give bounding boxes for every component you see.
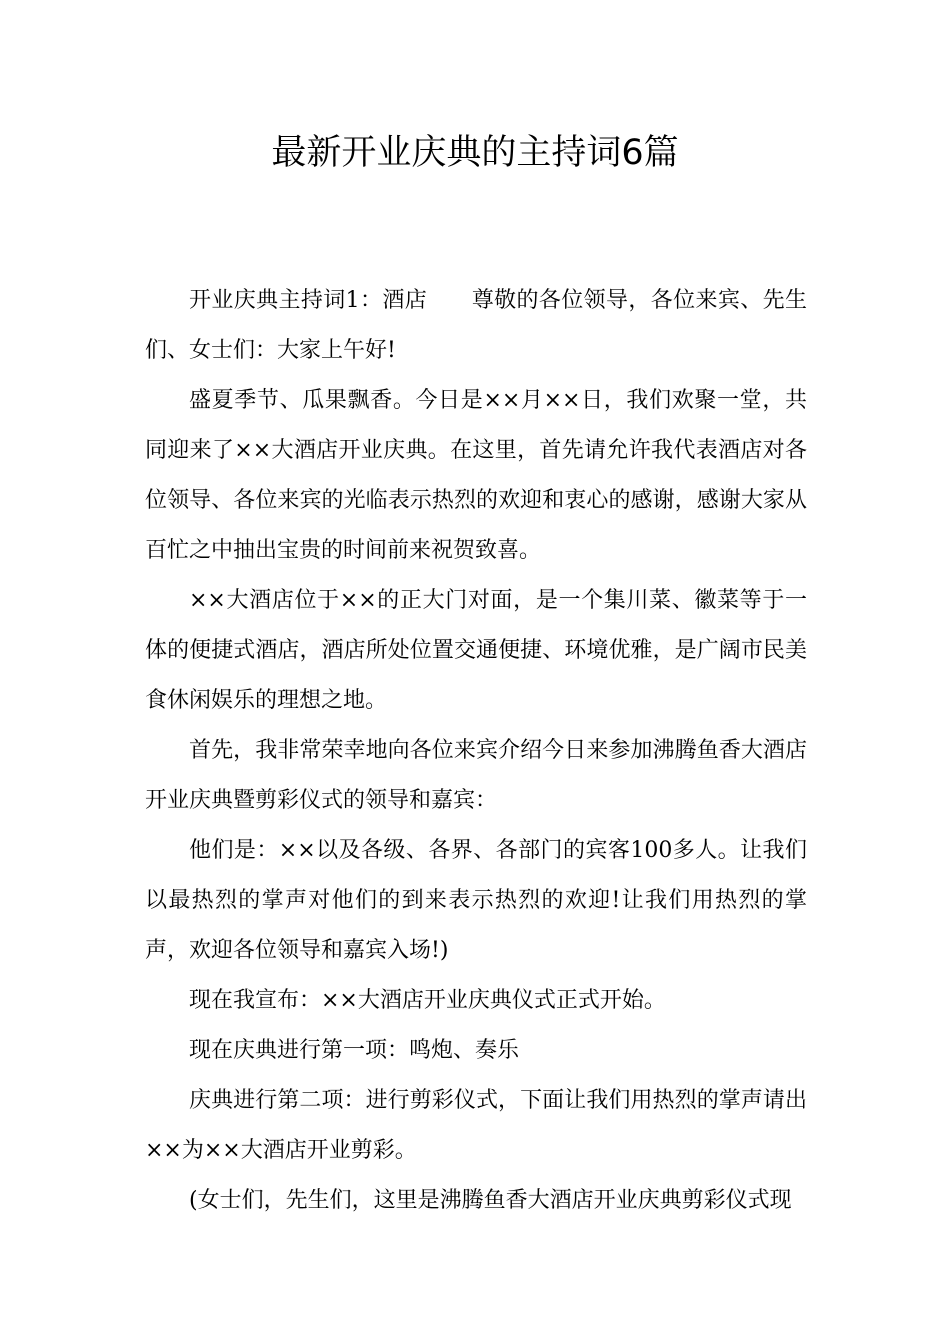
paragraph: 庆典进行第二项：进行剪彩仪式，下面让我们用热烈的掌声请出××为××大酒店开业剪彩。 — [145, 1088, 807, 1163]
paragraph: ××大酒店位于××的正大门对面，是一个集川菜、徽菜等于一体的便捷式酒店，酒店所处位置交通便捷、环境优雅，是广阔市民美食休闲娱乐的理想之地。 — [145, 588, 807, 713]
paragraph: 盛夏季节、瓜果飘香。今日是××月××日，我们欢聚一堂，共同迎来了××大酒店开业庆典。在这里，首先请允许我代表酒店对各位领导、各位来宾的光临表示热烈的欢迎和衷心的感谢，感谢大家从百忙之中抽出宝贵的时间前来祝贺致喜。 — [145, 388, 807, 563]
paragraph: 他们是：××以及各级、各界、各部门的宾客100多人。让我们以最热烈的掌声对他们的到来表示热烈的欢迎!让我们用热烈的掌声，欢迎各位领导和嘉宾入场!) — [145, 838, 807, 963]
paragraph: 现在庆典进行第一项：鸣炮、奏乐 — [189, 1038, 520, 1063]
document-title: 最新开业庆典的主持词6篇 — [271, 133, 679, 173]
paragraph: 开业庆典主持词1：酒店 尊敬的各位领导，各位来宾、先生们、女士们：大家上午好! — [145, 288, 807, 363]
paragraph: (女士们，先生们，这里是沸腾鱼香大酒店开业庆典剪彩仪式现 — [189, 1188, 792, 1213]
paragraph: 首先，我非常荣幸地向各位来宾介绍今日来参加沸腾鱼香大酒店开业庆典暨剪彩仪式的领导和嘉宾： — [145, 738, 807, 813]
paragraph: 现在我宣布：××大酒店开业庆典仪式正式开始。 — [189, 988, 666, 1013]
document-body — [145, 276, 807, 1226]
